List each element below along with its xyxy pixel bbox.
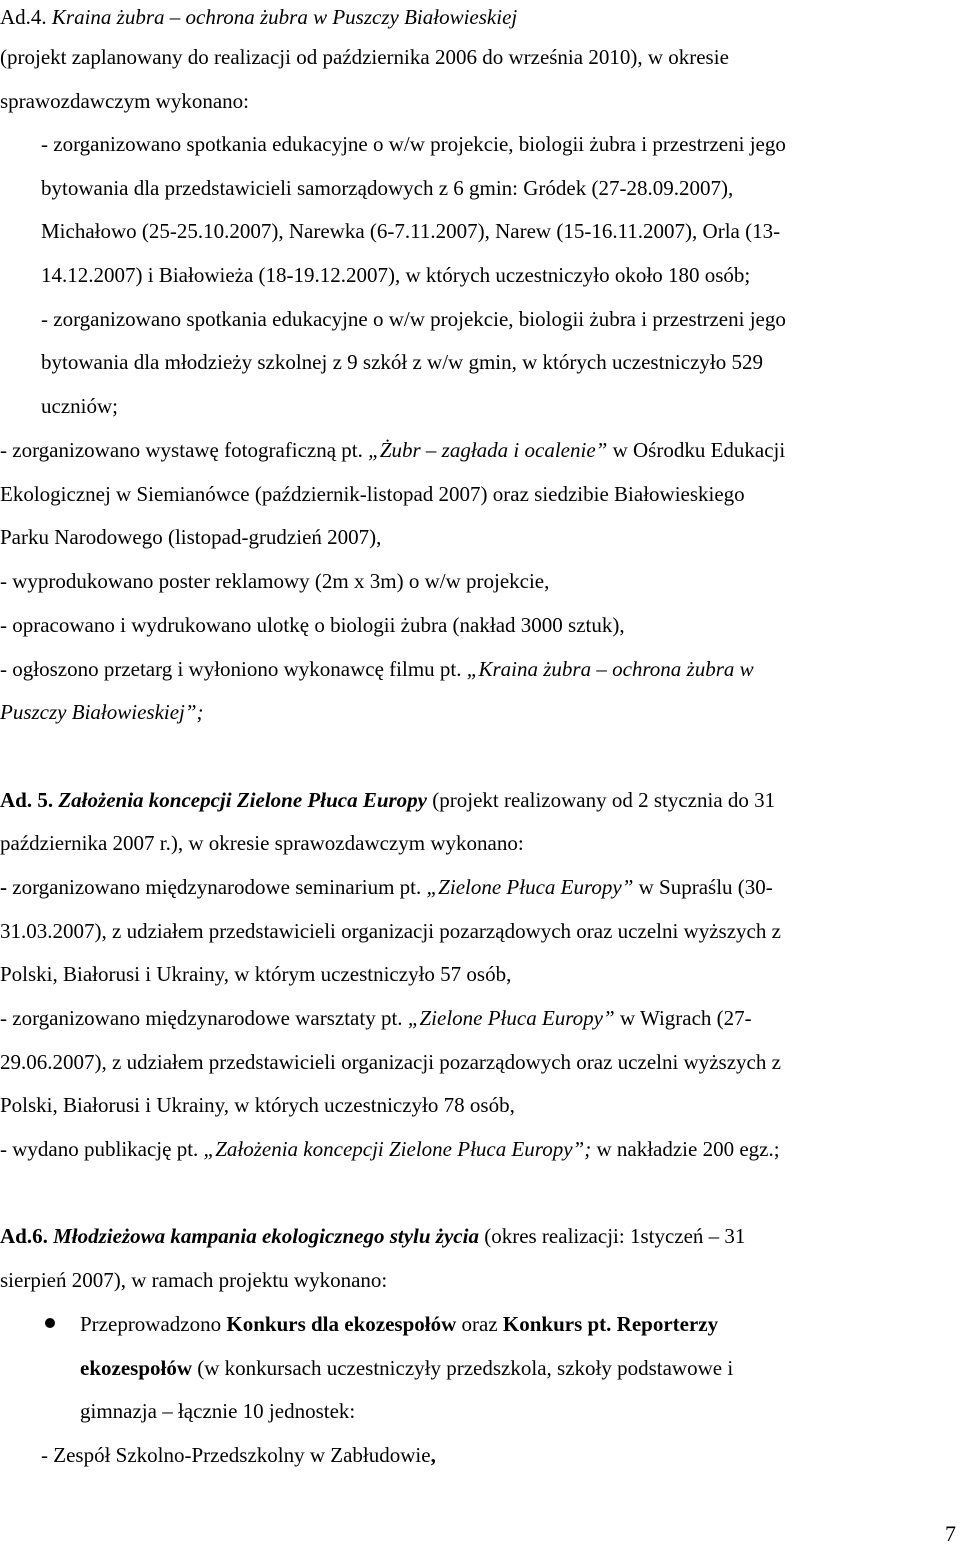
text-run: - Zespół Szkolno-Przedszkolny w Zabłudowie	[41, 1443, 431, 1467]
text-run: w nakładzie 200 egz.;	[591, 1137, 780, 1161]
section-5-line: 31.03.2007), z udziałem przedstawicieli organizacji pozarządowych oraz uczelni wyższych z	[0, 919, 781, 943]
section-4-line: Parku Narodowego (listopad-grudzień 2007),	[0, 525, 382, 549]
section-4-line: Michałowo (25-25.10.2007), Narewka (6-7.11.2007), Narew (15-16.11.2007), Orla (13-	[41, 219, 781, 243]
section-4-title: Kraina żubra – ochrona żubra w Puszczy Białowieskiej	[51, 5, 518, 29]
bullet-icon	[45, 1318, 55, 1328]
section-5-title: Założenia koncepcji Zielone Płuca Europy	[58, 788, 427, 812]
section-5-line	[0, 1136, 960, 1162]
text-run: - zorganizowano międzynarodowe warsztaty pt.	[0, 1006, 408, 1030]
workshop-title: „Zielone Płuca Europy”	[407, 1006, 615, 1030]
page-number: 7	[945, 1521, 956, 1546]
section-5-line	[0, 1005, 960, 1031]
contest-name: Konkurs pt. Reporterzy	[502, 1312, 719, 1336]
section-6-number: Ad.6.	[0, 1224, 54, 1248]
section-4-line: 14.12.2007) i Białowieża (18-19.12.2007), w których uczestniczyło około 180 osób;	[41, 263, 751, 287]
bullet-item-line	[80, 1311, 960, 1337]
contest-name: Konkurs dla ekozespołów	[226, 1312, 457, 1336]
film-title: „Kraina żubra – ochrona żubra w	[466, 657, 754, 681]
section-5-line: października 2007 r.), w okresie sprawozdawczym wykonano:	[0, 831, 524, 855]
section-6-line	[41, 1442, 960, 1468]
text-run: oraz	[456, 1312, 503, 1336]
text-run: ,	[430, 1443, 436, 1467]
film-title-continued: Puszczy Białowieskiej”;	[0, 700, 204, 724]
section-4-line: bytowania dla przedstawicieli samorządowych z 6 gmin: Gródek (27-28.09.2007),	[41, 176, 734, 200]
section-5-line: 29.06.2007), z udziałem przedstawicieli organizacji pozarządowych oraz uczelni wyższych z	[0, 1050, 781, 1074]
dash-marker: -	[0, 875, 13, 899]
section-6-heading	[0, 1223, 960, 1249]
text-run: - ogłoszono przetarg i wyłoniono wykonawcę filmu pt.	[0, 657, 467, 681]
seminar-title: „Zielone Płuca Europy”	[426, 875, 634, 899]
publication-title: „Założenia koncepcji Zielone Płuca Europy”;	[203, 1137, 592, 1161]
section-4-line: Ekologicznej w Siemianówce (październik-listopad 2007) oraz siedzibie Białowieskiego	[0, 482, 745, 506]
section-4-line: - zorganizowano spotkania edukacyjne o w/w projekcie, biologii żubra i przestrzeni jego	[41, 307, 786, 331]
text-run: w Wigrach (27-	[614, 1006, 752, 1030]
section-5-line: Polski, Białorusi i Ukrainy, w których uczestniczyło 78 osób,	[0, 1093, 515, 1117]
text-run: zorganizowano międzynarodowe seminarium pt.	[12, 875, 427, 899]
section-4-line: sprawozdawczym wykonano:	[0, 89, 250, 113]
section-4-line	[0, 656, 960, 682]
section-4-heading	[0, 4, 960, 30]
section-5-number: Ad. 5.	[0, 788, 59, 812]
bullet-item-line: gimnazja – łącznie 10 jednostek:	[80, 1399, 356, 1423]
section-6-title: Młodzieżowa kampania ekologicznego stylu życia	[53, 1224, 479, 1248]
text-run: - wydano publikację pt.	[0, 1137, 204, 1161]
section-4-line: - zorganizowano spotkania edukacyjne o w/w projekcie, biologii żubra i przestrzeni jego	[41, 132, 786, 156]
text-run: (projekt realizowany od 2 stycznia do 31	[427, 788, 776, 812]
section-4-line: bytowania dla młodzieży szkolnej z 9 szkół z w/w gmin, w których uczestniczyło 529	[41, 350, 763, 374]
section-5-line	[0, 874, 960, 900]
section-4-line: - opracowano i wydrukowano ulotkę o biologii żubra (nakład 3000 sztuk),	[0, 613, 625, 637]
contest-name-continued: ekozespołów	[80, 1356, 192, 1380]
section-4-line: - wyprodukowano poster reklamowy (2m x 3m) o w/w projekcie,	[0, 569, 550, 593]
section-6-line: sierpień 2007), w ramach projektu wykonano:	[0, 1268, 388, 1292]
exhibition-title: „Żubr – zagłada i ocalenie”	[368, 438, 608, 462]
text-run: - zorganizowano wystawę fotograficzną pt.	[0, 438, 369, 462]
section-4-number: Ad.4.	[0, 5, 52, 29]
section-5-line: Polski, Białorusi i Ukrainy, w którym uczestniczyło 57 osób,	[0, 962, 512, 986]
section-4-line: (projekt zaplanowany do realizacji od października 2006 do września 2010), w okresie	[0, 45, 729, 69]
text-run: w Ośrodku Edukacji	[607, 438, 786, 462]
section-5-heading	[0, 787, 960, 813]
bullet-item-line	[80, 1355, 960, 1381]
text-run: (okres realizacji: 1styczeń – 31	[478, 1224, 746, 1248]
section-4-line: uczniów;	[41, 394, 118, 418]
text-run: (w konkursach uczestniczyły przedszkola, szkoły podstawowe i	[192, 1356, 734, 1380]
text-run: w Supraślu (30-	[633, 875, 773, 899]
section-4-line	[0, 437, 960, 463]
text-run: Przeprowadzono	[80, 1312, 227, 1336]
